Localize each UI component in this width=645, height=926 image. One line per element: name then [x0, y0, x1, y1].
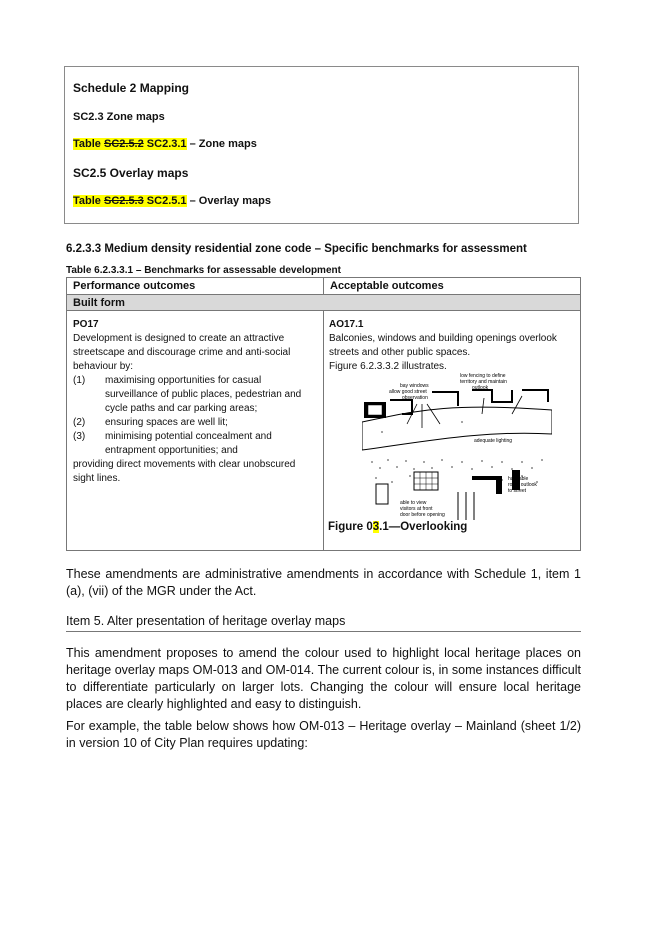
ref-suffix: – Zone maps: [186, 138, 257, 150]
caption-prefix: Figure 0: [328, 521, 373, 533]
po-tail-line: sight lines.: [73, 473, 121, 484]
built-form-row: Built form: [67, 295, 580, 311]
building-wall: [390, 400, 412, 414]
figure-caption: [328, 521, 467, 533]
deleted-ref: SC2.5.2: [103, 138, 144, 150]
po-item-line: minimising potential concealment and: [105, 431, 272, 442]
building-wall: [432, 392, 458, 406]
ao-id: AO17.1: [329, 319, 364, 330]
po-tail-line: providing direct movements with clear unobscured: [73, 459, 296, 470]
fig-label-view: door before opening: [400, 512, 445, 518]
ao-line: Figure 6.2.3.3.2 illustrates.: [329, 361, 447, 372]
deleted-ref: SC2.5.3: [103, 195, 144, 207]
po-id: PO17: [73, 319, 99, 330]
zone-maps-heading: SC2.3 Zone maps: [73, 111, 165, 123]
po-item-line: entrapment opportunities; and: [105, 445, 238, 456]
building-wall: [472, 390, 512, 402]
fig-label-bay: observation: [402, 395, 428, 401]
po-item-line: cycle paths and car parking areas;: [105, 403, 258, 414]
fig-label-fencing: outlook: [472, 385, 489, 391]
po-line: streetscape and discourage crime and anti-social: [73, 347, 291, 358]
po-item-number: (2): [73, 417, 86, 428]
fig-label-fencing: low fencing to define: [460, 373, 506, 379]
po-item-line: maximising opportunities for casual: [105, 375, 262, 386]
fig-label-fencing: territory and maintain: [460, 379, 507, 385]
table-caption: Table 6.2.3.3.1 – Benchmarks for assessable development: [66, 265, 341, 276]
caption-suffix: .1—Overlooking: [379, 521, 468, 533]
building-wall: [522, 390, 548, 402]
overlooking-figure: [362, 372, 552, 520]
paragraph-heritage-colour: This amendment proposes to amend the colour used to highlight local heritage places on heritage overlay maps OM-013 and OM-014. The current colour is, in some instances difficult to differentiate particularly on larger lots. Changing the colour will ensure local heritage places are clearly highlighted and easy to distinguish.: [66, 646, 581, 711]
po-item-line: ensuring spaces are well lit;: [105, 417, 228, 428]
building-window: [368, 405, 382, 415]
wall: [472, 476, 502, 480]
fig-label-bay: bay windows: [400, 383, 429, 389]
fig-label-lighting: adequate lighting: [474, 438, 513, 444]
po-item-number: (1): [73, 375, 86, 386]
item5-underline: [66, 631, 581, 632]
paragraph-admin-amendments: These amendments are administrative amendments in accordance with Schedule 1, item 1 (a), (vii) of the MGR under the Act.: [66, 567, 581, 598]
fig-label-view: visitors at front: [400, 506, 433, 512]
fig-label-bay: allow good street: [389, 389, 427, 395]
column-divider: [323, 311, 324, 551]
po-line: Development is designed to create an attractive: [73, 333, 285, 344]
fig-label-view: able to view: [400, 500, 427, 506]
fig-label-habitable: habitable: [508, 476, 529, 482]
item5-heading: Item 5. Alter presentation of heritage overlay maps: [66, 614, 346, 628]
fig-label-habitable: to street: [508, 488, 527, 494]
column-header-performance: Performance outcomes: [67, 278, 324, 294]
overlay-maps-heading: SC2.5 Overlay maps: [73, 166, 189, 180]
ao-line: Balconies, windows and building openings overlook: [329, 333, 557, 344]
section-heading: 6.2.3.3 Medium density residential zone code – Specific benchmarks for assessment: [66, 243, 527, 255]
house: [376, 484, 388, 504]
zone-maps-table-ref: [73, 138, 257, 150]
street-shape: [362, 407, 552, 450]
posts: [458, 492, 474, 520]
caption-highlight: 3: [372, 521, 380, 533]
wall: [496, 480, 502, 494]
po-item-line: surveillance of public places, pedestrian and: [105, 389, 302, 400]
column-header-acceptable: Acceptable outcomes: [330, 280, 444, 292]
schedule-mapping-box: [64, 66, 579, 224]
schedule-title: Schedule 2 Mapping: [73, 81, 190, 95]
table-word: Table: [73, 195, 104, 207]
new-ref: SC2.3.1: [143, 138, 187, 150]
ref-suffix: – Overlay maps: [186, 195, 271, 207]
overlay-maps-table-ref: [73, 195, 271, 207]
paragraph-example: For example, the table below shows how OM-013 – Heritage overlay – Mainland (sheet 1/2) in version 10 of City Plan requires updating:: [66, 719, 581, 750]
po-item-number: (3): [73, 431, 86, 442]
fig-label-habitable: room outlook: [508, 482, 537, 488]
table-word: Table: [73, 138, 104, 150]
po-line: behaviour by:: [73, 361, 134, 372]
ao-line: streets and other public spaces.: [329, 347, 471, 358]
new-ref: SC2.5.1: [143, 195, 187, 207]
